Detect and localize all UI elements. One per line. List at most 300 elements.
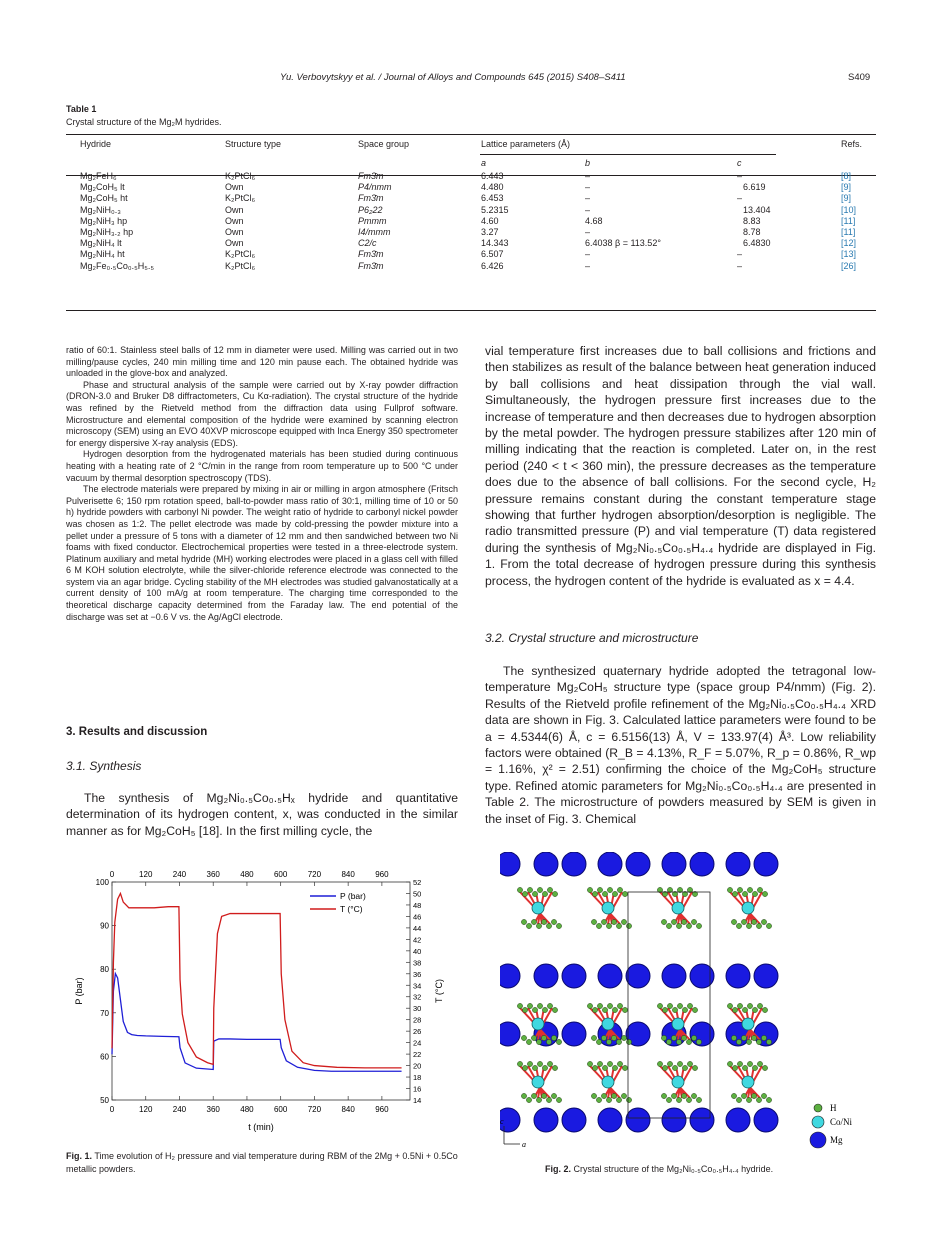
x-tick-label: 360 [206, 1105, 220, 1114]
h-atom [681, 1035, 686, 1040]
cell-b: 4.68 [585, 215, 603, 226]
h-atom [621, 919, 626, 924]
cell-a: 6.443 [481, 171, 504, 181]
h-atom [591, 919, 596, 924]
cell-b: – [585, 260, 591, 271]
y-right-tick-label: 32 [413, 992, 422, 1002]
table-body [66, 171, 876, 272]
figure-caption-text: Crystal structure of the Mg₂Ni₀.₅Co₀.₅H₄.₄ hydride. [573, 1164, 774, 1174]
h-atom [542, 1065, 547, 1070]
h-atom [547, 887, 552, 892]
paragraph: The electrode materials were prepared by mixing in air or milling in argon atmosphere (Fritsch Pulverisette 6; 150 rpm rotation speed, ball-to-powder mass ratio of 30:1, milling time of 10 or 50 h) hydride powders with carbonyl Ni powder. The weight ratio of hydride to carbonyl nickel powder was chosen as 1:2. The pellet electrode was made by cold-pressing the powder mixture into a pellet under a pressure of 5 tons with a diameter of 12 mm and then sandwiched between two Ni foams with fixed conductor. Electrochemical properties were tested in a three-electrode system. Platinum auxiliary and metal hydride (MH) working electrodes were placed in a glass cell with filled 6 M KOH solution electrolyte, while the silver-chloride reference electrode was connected to the system via an agar bridge. Cycling stability of the MH electrodes was studied galvanostatically at a current density of 100 mA/g at room temperature. The charging time corresponded to the theoretical discharge capacity determined from the Faraday law. The end potential of the discharge was set at −0.6 V vs. the Ag/AgCl electrode. [66, 484, 458, 622]
cell-space-group: Fm3̄m [358, 260, 384, 271]
cell-ref[interactable]: [10] [841, 204, 857, 215]
table-label: Table 1 [66, 104, 97, 114]
cell-a: 6.453 [481, 193, 504, 204]
mg-atom [534, 852, 558, 876]
h-atom [606, 1039, 611, 1044]
h-atom [612, 1065, 617, 1070]
paragraph: ratio of 60:1. Stainless steel balls of 12 mm in diameter were used. Milling was carried out in two milling/pause cycles, 240 min milling time and 120 min pause each. The obtained hydride was unloaded in the glove-box and analyzed. [66, 345, 458, 379]
table-caption-text: Crystal structure of the Mg₂M hydrides. [66, 117, 222, 127]
h-atom [607, 887, 612, 892]
h-atom [687, 1003, 692, 1008]
cell-c: – [737, 249, 743, 260]
h-atom [536, 1039, 541, 1044]
mg-atom [626, 852, 650, 876]
x-tick-label: 600 [273, 1105, 288, 1114]
h-atom [587, 887, 592, 892]
table-1 [66, 134, 876, 272]
mg-atom [534, 1108, 558, 1132]
h-atom [741, 919, 746, 924]
y-right-tick-label: 42 [413, 935, 422, 945]
series-line [112, 893, 402, 1067]
h-atom [601, 919, 606, 924]
h-atom [611, 1093, 616, 1098]
mg-atom [598, 852, 622, 876]
cell-c: 6.4830 [743, 238, 771, 249]
x-tick-label: 120 [139, 1105, 153, 1114]
y-right-tick-label: 52 [413, 878, 422, 887]
x-tick-label: 480 [240, 1105, 254, 1114]
h-atom [757, 1061, 762, 1066]
h-atom [517, 1061, 522, 1066]
h-atom [676, 1039, 681, 1044]
h-atom [527, 1003, 532, 1008]
co-ni-atom [672, 1018, 684, 1030]
h-atom [617, 1003, 622, 1008]
legend-label: H [830, 1103, 837, 1113]
x-tick-label: 0 [109, 1105, 115, 1114]
h-atom [591, 1035, 596, 1040]
h-atom [671, 1093, 676, 1098]
cell-ref[interactable]: [11] [841, 215, 856, 226]
h-atom [556, 1039, 561, 1044]
h-atom [761, 1035, 766, 1040]
y-right-tick-label: 28 [413, 1015, 422, 1025]
h-atom [752, 1007, 757, 1012]
col-hydride: Hydride [80, 139, 112, 150]
cell-hydride: Mg₂NiH₄ ht [80, 249, 125, 260]
h-atom [591, 1093, 596, 1098]
h-atom [526, 1039, 531, 1044]
h-atom [691, 919, 696, 924]
h-atom [541, 919, 546, 924]
mg-atom [726, 1108, 750, 1132]
mg-atom [690, 964, 714, 988]
h-atom [661, 1035, 666, 1040]
x-top-tick-label: 960 [375, 870, 389, 879]
cell-ref[interactable]: [12] [841, 238, 857, 249]
h-atom [526, 923, 531, 928]
h-atom [527, 887, 532, 892]
journal-citation: Yu. Verbovytskyy et al. / Journal of Alloys and Compounds 645 (2015) S408–S411 [280, 72, 626, 83]
axis-label-c: c [500, 1117, 504, 1126]
h-atom [546, 923, 551, 928]
h-atom [751, 919, 756, 924]
h-atom [696, 1039, 701, 1044]
h-atom [657, 1003, 662, 1008]
y-left-tick-label: 60 [100, 1052, 109, 1062]
h-atom [601, 1035, 606, 1040]
mg-atom [500, 964, 520, 988]
cell-b: – [585, 249, 591, 260]
co-ni-atom [602, 902, 614, 914]
paragraph: vial temperature first increases due to ball collisions and frictions and then stabilizes as result of the balance between heat generation induced by ball collisions and heat dissipation through the vial wall. Simultaneously, the hydrogen pressure first increases due to the increase of temperature and then decreases due to hydrogen absorption by the metal powder. The hydrogen pressure stabilizes after 120 min of milling indicating that the reaction is completed. Later on, in the rest period (240 < t < 360 min), the pressure decreases as the temperature does due to the absence of ball collisions. For the second cycle, H₂ pressure remains constant during the constant temperature stage showing that further hydrogen absorption/desorption is negligible. The radio transmitted pressure (P) and vial temperature (T) data registered during the synthesis of Mg₂Ni₀.₅Co₀.₅H₄.₄ hydride are displayed in Fig. 1. From the total decrease of hydrogen pressure during this synthesis process, the hydrogen content of the hydride is evaluated as x = 4.4. [485, 344, 876, 588]
cell-b: – [585, 227, 591, 238]
h-atom [667, 1003, 672, 1008]
h-atom [766, 1039, 771, 1044]
h-atom [766, 1097, 771, 1102]
col-b: b [585, 157, 591, 168]
legend-label: P (bar) [340, 891, 366, 901]
cell-hydride: Mg₂NiH₄ lt [80, 238, 122, 249]
figure-2-crystal-structure [500, 852, 870, 1152]
h-atom [617, 887, 622, 892]
cell-a: 3.27 [481, 227, 499, 238]
x-top-tick-label: 120 [139, 870, 153, 879]
y-right-tick-label: 48 [413, 900, 422, 910]
page-number: S409 [848, 72, 871, 83]
h-atom [681, 1093, 686, 1098]
h-atom [661, 1093, 666, 1098]
legend-label: T (°C) [340, 904, 363, 914]
y-right-tick-label: 40 [413, 946, 422, 956]
mg-atom [690, 1108, 714, 1132]
h-atom [606, 923, 611, 928]
h-atom [741, 1035, 746, 1040]
structure-text [485, 663, 876, 827]
h-atom [666, 1039, 671, 1044]
y-right-tick-label: 30 [413, 1004, 422, 1014]
cell-ref[interactable]: [9] [841, 182, 852, 193]
h-atom [736, 923, 741, 928]
h-atom [622, 1007, 627, 1012]
cell-space-group: C2/c [358, 238, 377, 249]
h-atom [547, 1061, 552, 1066]
x-top-tick-label: 360 [206, 870, 220, 879]
co-ni-legend-atom [812, 1116, 824, 1128]
h-atom [596, 923, 601, 928]
h-atom [612, 891, 617, 896]
cell-a: 4.480 [481, 182, 504, 193]
h-atom [552, 1065, 557, 1070]
h-atom [732, 1065, 737, 1070]
h-atom [626, 1039, 631, 1044]
y-right-tick-label: 26 [413, 1027, 422, 1037]
cell-structure-type: K₂PtCl₆ [225, 249, 256, 260]
mg-atom [534, 964, 558, 988]
col-c: c [737, 157, 742, 168]
y-left-tick-label: 50 [100, 1096, 109, 1105]
cell-hydride: Mg₂CoH₅ ht [80, 193, 128, 204]
h-atom [737, 887, 742, 892]
cell-c: 13.404 [743, 204, 771, 215]
col-refs: Refs. [841, 139, 863, 150]
cell-ref[interactable]: [26] [841, 260, 857, 271]
cell-structure-type: K₂PtCl₆ [225, 171, 256, 181]
h-atom [527, 1061, 532, 1066]
mg-atom [500, 852, 520, 876]
h-atom [671, 1035, 676, 1040]
cell-a: 6.426 [481, 260, 504, 271]
y-right-tick-label: 50 [413, 889, 422, 899]
h-atom [602, 1007, 607, 1012]
h-atom [747, 1061, 752, 1066]
h-atom [606, 1097, 611, 1102]
h-atom [756, 1039, 761, 1044]
cell-structure-type: Own [225, 182, 244, 193]
h-legend-atom [814, 1104, 822, 1112]
table-row [66, 171, 876, 182]
h-atom [677, 1003, 682, 1008]
subsection-heading: 3.1. Synthesis [66, 759, 142, 773]
h-atom [536, 923, 541, 928]
mg-atom [598, 964, 622, 988]
h-atom [762, 1065, 767, 1070]
h-atom [761, 1093, 766, 1098]
h-atom [592, 891, 597, 896]
cell-ref[interactable]: [8] [841, 171, 852, 181]
y-left-tick-label: 80 [100, 965, 109, 975]
h-atom [766, 923, 771, 928]
h-atom [681, 919, 686, 924]
h-atom [671, 919, 676, 924]
h-atom [686, 1097, 691, 1102]
cell-c: – [737, 193, 743, 204]
h-atom [626, 1097, 631, 1102]
h-atom [747, 887, 752, 892]
h-atom [521, 1093, 526, 1098]
x-tick-label: 840 [341, 1105, 355, 1114]
co-ni-atom [602, 1076, 614, 1088]
x-axis-label: t (min) [248, 1122, 274, 1132]
h-atom [742, 1065, 747, 1070]
h-atom [521, 1035, 526, 1040]
col-lattice: Lattice parameters (Å) [481, 139, 571, 150]
cell-ref[interactable]: [9] [841, 193, 852, 204]
x-tick-label: 960 [375, 1105, 389, 1114]
mg-legend-atom [810, 1132, 826, 1148]
paragraph: Hydrogen desorption from the hydrogenated materials has been studied during continuous heating with a heating rate of 2 °C/min in the range from room temperature up to 500 °C under vacuum by thermal desorption spectroscopy (TDS). [66, 449, 458, 483]
h-atom [756, 1097, 761, 1102]
legend-label: Co/Ni [830, 1117, 853, 1127]
h-atom [736, 1097, 741, 1102]
axis-label-a: a [522, 1140, 526, 1149]
h-atom [551, 1035, 556, 1040]
h-atom [592, 1065, 597, 1070]
h-atom [532, 1065, 537, 1070]
h-atom [532, 1007, 537, 1012]
mg-atom [662, 964, 686, 988]
h-atom [661, 919, 666, 924]
h-atom [602, 1065, 607, 1070]
figure-label: Fig. 2. [545, 1164, 572, 1174]
cell-ref[interactable]: [13] [841, 249, 857, 260]
cell-hydride: Mg₂NiH₃ hp [80, 215, 128, 226]
h-atom [737, 1003, 742, 1008]
h-atom [727, 887, 732, 892]
mg-atom [626, 1108, 650, 1132]
h-atom [746, 923, 751, 928]
y-right-tick-label: 46 [413, 912, 422, 922]
cell-b: – [585, 193, 591, 204]
figure-1-chart [70, 862, 450, 1140]
h-atom [747, 1003, 752, 1008]
h-atom [746, 1097, 751, 1102]
y-right-tick-label: 38 [413, 958, 422, 968]
h-atom [537, 1003, 542, 1008]
h-atom [612, 1007, 617, 1012]
h-atom [727, 1061, 732, 1066]
h-atom [552, 1007, 557, 1012]
table-row [66, 205, 876, 216]
h-atom [551, 1093, 556, 1098]
h-atom [741, 1093, 746, 1098]
h-atom [547, 1003, 552, 1008]
h-atom [736, 1039, 741, 1044]
cell-c: – [737, 260, 743, 271]
h-atom [666, 923, 671, 928]
h-atom [596, 1039, 601, 1044]
h-atom [537, 887, 542, 892]
cell-structure-type: Own [225, 227, 244, 238]
x-top-tick-label: 720 [307, 870, 322, 879]
h-atom [757, 887, 762, 892]
table-row [66, 182, 876, 193]
table-row [66, 261, 876, 272]
h-atom [757, 1003, 762, 1008]
h-atom [522, 1007, 527, 1012]
cell-hydride: Mg₂Fe₀.₅Co₀.₅H₅.₅ [80, 260, 154, 271]
h-atom [616, 1097, 621, 1102]
h-atom [737, 1061, 742, 1066]
h-atom [687, 1061, 692, 1066]
cell-ref[interactable]: [11] [841, 227, 856, 238]
cell-hydride: Mg₂NiH₃.₂ hp [80, 227, 134, 238]
co-ni-atom [672, 902, 684, 914]
h-atom [762, 1007, 767, 1012]
h-atom [692, 1007, 697, 1012]
y-left-tick-label: 100 [95, 878, 109, 887]
section-heading: 3. Results and discussion [66, 726, 208, 738]
h-atom [517, 887, 522, 892]
cell-hydride: Mg₂CoH₅ lt [80, 182, 125, 193]
paragraph: Phase and structural analysis of the sample were carried out by X-ray powder diffraction (DRON-3.0 and Bruker D8 diffractometers, Cu Kα-radiation). The crystal structure of the hydride was refined by the Rietveld method from the diffraction data using Fullprof software. Microstructure and elemental composition of the hydride were examined by scanning electron microscopy (SEM) using an EVO 40XVP microscope equipped with Inca Energy 350 spectrometer for energy dispersive X-ray analysis (EDS). [66, 379, 458, 448]
y-left-tick-label: 90 [100, 921, 109, 931]
h-atom [616, 923, 621, 928]
y-right-tick-label: 44 [413, 923, 422, 933]
h-atom [556, 923, 561, 928]
h-atom [616, 1039, 621, 1044]
cell-structure-type: K₂PtCl₆ [225, 193, 256, 204]
cell-c: 8.78 [743, 227, 761, 238]
h-atom [751, 1035, 756, 1040]
h-atom [676, 1097, 681, 1102]
h-atom [672, 1007, 677, 1012]
h-atom [692, 1065, 697, 1070]
methods-text [66, 345, 458, 623]
h-atom [626, 923, 631, 928]
h-atom [596, 1097, 601, 1102]
mg-atom [562, 852, 586, 876]
h-atom [607, 1061, 612, 1066]
h-atom [696, 1097, 701, 1102]
h-atom [727, 1003, 732, 1008]
mg-atom [562, 1022, 586, 1046]
y-right-tick-label: 20 [413, 1061, 422, 1071]
h-atom [541, 1035, 546, 1040]
results-text [485, 343, 876, 589]
h-atom [602, 891, 607, 896]
h-atom [556, 1097, 561, 1102]
y-right-tick-label: 36 [413, 969, 422, 979]
figure-caption-text: Time evolution of H₂ pressure and vial temperature during RBM of the 2Mg + 0.5Ni + 0.5Co metallic powders. [66, 1151, 458, 1174]
cell-space-group: P6₂22 [358, 204, 383, 215]
x-tick-label: 240 [172, 1105, 187, 1114]
h-atom [691, 1093, 696, 1098]
h-atom [617, 1061, 622, 1066]
cell-a: 4.60 [481, 215, 499, 226]
table-row [66, 227, 876, 238]
co-ni-atom [742, 1018, 754, 1030]
synthesis-paragraph [66, 790, 458, 839]
h-atom [696, 923, 701, 928]
y-left-tick-label: 70 [100, 1008, 109, 1018]
h-atom [677, 1061, 682, 1066]
mg-atom [754, 964, 778, 988]
table-row [66, 249, 876, 260]
mg-atom [690, 1022, 714, 1046]
h-atom [621, 1035, 626, 1040]
h-atom [676, 923, 681, 928]
y-right-tick-label: 14 [413, 1096, 422, 1105]
h-atom [731, 1093, 736, 1098]
h-atom [552, 891, 557, 896]
mg-atom [726, 964, 750, 988]
co-ni-atom [532, 1018, 544, 1030]
h-atom [667, 1061, 672, 1066]
h-atom [546, 1097, 551, 1102]
table-bottom-rule [66, 310, 876, 311]
cell-structure-type: Own [225, 204, 244, 215]
co-ni-atom [532, 1076, 544, 1088]
h-atom [611, 919, 616, 924]
h-atom [592, 1007, 597, 1012]
mg-atom [598, 1108, 622, 1132]
cell-space-group: I4/mmm [358, 227, 391, 238]
h-atom [662, 1065, 667, 1070]
h-atom [731, 1035, 736, 1040]
mg-atom [726, 852, 750, 876]
co-ni-atom [742, 902, 754, 914]
h-atom [587, 1061, 592, 1066]
mg-atom [626, 964, 650, 988]
mg-atom [662, 1108, 686, 1132]
mg-atom [754, 852, 778, 876]
h-atom [761, 919, 766, 924]
h-atom [762, 891, 767, 896]
cell-space-group: Pmmm [358, 215, 387, 226]
h-atom [546, 1039, 551, 1044]
col-a: a [481, 157, 487, 168]
x-top-tick-label: 600 [273, 870, 288, 879]
cell-b: 6.4038 β = 113.52° [585, 238, 661, 249]
y-left-axis-label: P (bar) [74, 977, 84, 1005]
y-right-tick-label: 22 [413, 1050, 422, 1060]
cell-a: 14.343 [481, 238, 509, 249]
h-atom [742, 891, 747, 896]
